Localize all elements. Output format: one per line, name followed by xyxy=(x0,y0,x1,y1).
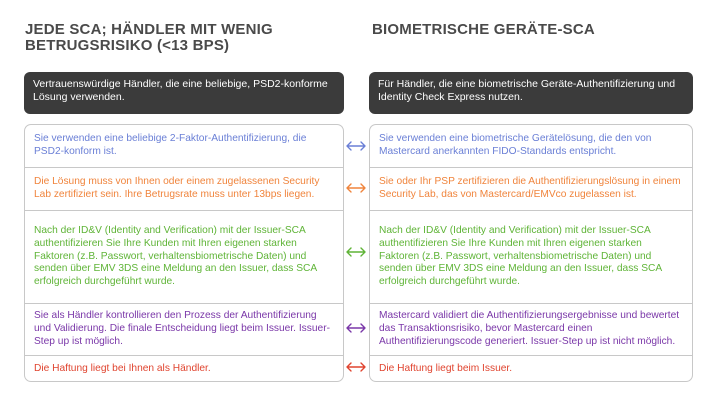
double-arrow-icon xyxy=(345,322,367,334)
left-column-title: JEDE SCA; HÄNDLER MIT WENIG BETRUGSRISIKO (<13 BPS) xyxy=(25,21,273,54)
right-row-requirement: Sie verwenden eine biometrische Gerätelösung, die den von Mastercard anerkannten FIDO-Standards entspricht. xyxy=(379,133,652,157)
left-column-box xyxy=(24,124,344,382)
double-arrow-icon xyxy=(345,246,367,258)
left-row-requirement: Sie verwenden eine beliebige 2-Faktor-Authentifizierung, die PSD2-konform ist. xyxy=(34,133,307,157)
left-column-header: Vertrauenswürdige Händler, die eine beliebige, PSD2-konforme Lösung verwenden. xyxy=(24,72,344,114)
right-column-title: BIOMETRISCHE GERÄTE-SCA xyxy=(372,21,595,38)
right-column-box xyxy=(369,124,693,382)
right-column-header: Für Händler, die eine biometrische Geräte-Authentifizierung und Identity Check Express nutzen. xyxy=(369,72,693,114)
double-arrow-icon xyxy=(345,182,367,194)
left-row-control: Sie als Händler kontrollieren den Prozess der Authentifizierung und Validierung. Die finale Entscheidung liegt beim Issuer. Issuer-Step up ist möglich. xyxy=(25,303,343,355)
double-arrow-icon xyxy=(345,140,367,152)
right-row-liability: Die Haftung liegt beim Issuer. xyxy=(370,355,692,382)
left-row-certification: Die Lösung muss von Ihnen oder einem zugelassenen Security Lab zertifiziert sein. Ihre Betrugsrate muss unter 13bps liegen. xyxy=(25,167,343,210)
right-row-control: Mastercard validiert die Authentifizierungsergebnisse und bewertet das Transaktionsrisiko, bevor Mastercard einen Authentifizierungscode generiert. Issuer-Step up ist nicht möglich. xyxy=(370,303,692,355)
right-row-authentication: Nach der ID&V (Identity and Verification) mit der Issuer-SCA authentifizieren Sie Ihre Kunden mit Ihren eigenen starken Faktoren (z.B. Passwort, verhaltensbiometrische Daten) und senden über EMV 3DS eine Meldung an den Issuer, dass SCA erfolgreich durchgeführt wurde. xyxy=(370,210,692,303)
left-row-authentication: Nach der ID&V (Identity and Verification) mit der Issuer-SCA authentifizieren Sie Ihre Kunden mit Ihren eigenen starken Faktoren (z.B. Passwort, verhaltensbiometrische Daten) und senden über EMV 3DS eine Meldung an den Issuer, dass SCA erfolgreich durchgeführt wurde. xyxy=(25,210,343,303)
double-arrow-icon xyxy=(345,361,367,373)
left-row-liability: Die Haftung liegt bei Ihnen als Händler. xyxy=(25,355,343,382)
right-row-certification: Sie oder Ihr PSP zertifizieren die Authentifizierungslösung in einem Security Lab, das von Mastercard/EMVco zugelassen ist. xyxy=(370,167,692,210)
